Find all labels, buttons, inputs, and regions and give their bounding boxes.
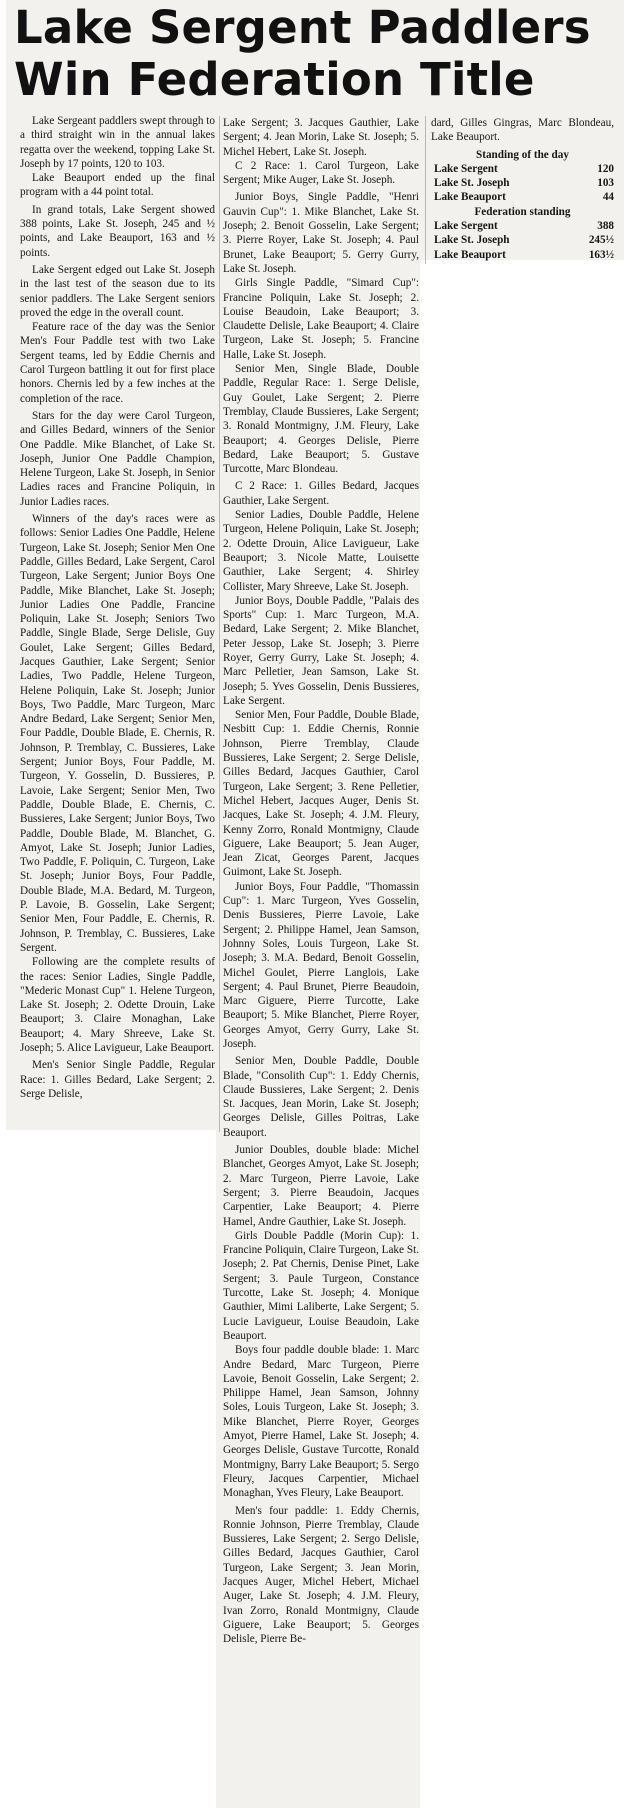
paragraph: In grand totals, Lake Sergent showed 388 points, Lake St. Joseph, 245 and ½ points, and Lake Beauport, 163 and ½ points. — [20, 203, 215, 259]
paragraph: Junior Doubles, double blade: Michel Blanchet, Georges Amyot, Lake St. Joseph; 2. Marc Turgeon, Pierre Lavoie, Lake Sergent; 3. Pierre Beaudoin, Jacques Carpentier, Lake Beauport; 4. Pierre Hamel, Andre Gauthier, Lake St. Joseph. — [223, 1144, 419, 1228]
column-rule — [425, 116, 426, 264]
standings-row — [431, 176, 614, 190]
standings-heading: Federation standing — [474, 205, 571, 218]
paragraph: Girls Double Paddle (Morin Cup): 1. Francine Poliquin, Claire Turgeon, Lake St. Joseph; 2. Pat Chernis, Denise Pinet, Lake Sergent; 3. Paule Turgeon, Constance Turcotte, Lake St. Joseph; 4. Monique Gauthier, Mimi Laliberte, Lake Sergent; 5. Lucie Lavigueur, Louise Beaudoin, Lake Beauport. — [223, 1229, 419, 1342]
standings-row — [431, 162, 614, 176]
paragraph: C 2 Race: 1. Carol Turgeon, Lake Sergent; Mike Auger, Lake St. Joseph. — [223, 159, 419, 187]
column-rule — [219, 116, 220, 1132]
paragraph: Boys four paddle double blade: 1. Marc Andre Bedard, Marc Turgeon, Pierre Lavoie, Benoit Gosselin, Lake Sergent; 2. Philippe Hamel, Jean Samson, Johnny Soles, Louis Turgeon, Lake St. Joseph; 3. Mike Blanchet, Pierre Royer, Georges Amyot, Pierre Hamel, Lake St. Joseph; 4. Georges Delisle, Gustave Turcotte, Ronald Montmigny, Barry Lake Beauport; 5. Sergo Fleury, Jacques Carpentier, Michael Monaghan, Yves Fleury, Lake Beauport. — [223, 1344, 419, 1500]
paragraph: Junior Boys, Double Paddle, "Palais des Sports" Cup: 1. Marc Turgeon, M.A. Bedard, Lake Sergent; 2. Mike Blanchet, Peter Jessop, Lake St. Joseph; 3. Pierre Royer, Gerry Gurry, Lake St. Joseph; 4. Marc Pelletier, Jean Samson, Lake St. Joseph; 5. Yves Gosselin, Denis Bussieres, Lake Sergent. — [223, 594, 419, 707]
standings-row — [431, 219, 614, 233]
team-points: 245½ — [588, 234, 614, 247]
standings-row — [431, 233, 614, 247]
article-column-1 — [20, 114, 215, 1101]
paragraph: Stars for the day were Carol Turgeon, and Gilles Bedard, winners of the Senior One Paddle. Mike Blanchet, of Lake St. Joseph, Junior One Paddle Champion, Helene Turgeon, Lake St. Joseph, in Senior Ladies races and Francine Poliquin, in Junior Ladies races. — [20, 409, 215, 508]
paragraph: Following are the complete results of the races: Senior Ladies, Single Paddle, "Mederic Monast Cup" 1. Helene Turgeon, Lake St. Joseph; 2. Odette Drouin, Lake Beauport; 3. Claire Monaghan, Lake Beauport; 4. Mary Shreeve, Lake St. Joseph; 5. Alice Lavigueur, Lake Beauport. — [20, 956, 215, 1054]
article-column-2 — [223, 116, 419, 1646]
paragraph: Senior Men, Single Blade, Double Paddle, Regular Race: 1. Serge Delisle, Guy Goulet, Lake Sergent; 2. Pierre Tremblay, Claude Bussieres, Lake Sergent; 3. Ronald Montmigny, J.M. Fleury, Lake Beauport; 4. Georges Delisle, Pierre Bedard, Lake Beauport; 5. Gustave Turcotte, Marc Blondeau. — [223, 363, 419, 476]
paragraph: Senior Ladies, Double Paddle, Helene Turgeon, Helene Poliquin, Lake St. Joseph; 2. Odette Drouin, Alice Lavigueur, Lake Beauport; 3. Nicole Matte, Louisette Gauthier, Lake Sergent; 4. Shirley Collister, Mary Shreeve, Lake St. Joseph. — [223, 509, 419, 593]
paragraph: Junior Boys, Single Paddle, "Henri Gauvin Cup": 1. Mike Blanchet, Lake St. Joseph; 2. Benoit Gosselin, Lake Sergent; 3. Pierre Royer, Lake St. Joseph; 4. Paul Brunet, Lake Beauport; 5. Gerry Gurry, Lake St. Joseph. — [223, 191, 419, 275]
paragraph: Feature race of the day was the Senior Men's Four Paddle test with two Lake Sergent teams, led by Eddie Chernis and Carol Turgeon battling it out for first place honors. Chernis led by a few inches at the completion of the race. — [20, 321, 215, 405]
team-name: Lake Sergent — [434, 162, 498, 175]
paragraph: C 2 Race: 1. Gilles Bedard, Jacques Gauthier, Lake Sergent. — [223, 480, 419, 507]
paragraph: Lake Sergeant paddlers swept through to a third straight win in the annual lakes regatta over the weekend, topping Lake St. Joseph by 17 points, 120 to 103. — [20, 115, 215, 170]
standings-row — [431, 248, 614, 262]
team-name: Lake St. Joseph — [434, 234, 510, 247]
paragraph: Men's Senior Single Paddle, Regular Race: 1. Gilles Bedard, Lake Sergent; 2. Serge Delisle, — [20, 1059, 215, 1100]
team-name: Lake Beauport — [434, 191, 506, 204]
paragraph: Lake Sergent edged out Lake St. Joseph in the last test of the season due to its senior paddlers. The Lake Sergent seniors proved the edge in the overall count. — [20, 263, 215, 319]
paragraph: dard, Gilles Gingras, Marc Blondeau, Lake Beauport. — [431, 117, 614, 144]
paragraph: Senior Men, Double Paddle, Double Blade, "Consolith Cup": 1. Eddy Chernis, Claude Bussieres, Lake Sergent; 2. Denis St. Jacques, Jean Morin, Lake St. Joseph; Georges Delisle, Gilles Poitras, Lake Beauport. — [223, 1055, 419, 1139]
standings-row — [431, 190, 614, 204]
paragraph: Girls Single Paddle, "Simard Cup": Francine Poliquin, Lake St. Joseph; 2. Louise Beaudoin, Lake Beauport; 3. Claudette Delisle, Lake Beauport; 4. Claire Turgeon, Lake St. Joseph; 5. Francine Halle, Lake St. Joseph. — [223, 277, 419, 361]
page-margin-right — [420, 260, 624, 1808]
standings-table — [431, 148, 614, 262]
headline — [14, 2, 614, 106]
team-name: Lake Sergent — [434, 220, 498, 233]
paragraph: Winners of the day's races were as follows: Senior Ladies One Paddle, Helene Turgeon, Lake St. Joseph; Senior Men One Paddle, Gilles Bedard, Lake Sergent, Carol Turgeon, Lake Sergent; Junior Boys One Paddle, Mike Blanchet, Lake St. Joseph; Junior Ladies One Paddle, Francine Poliquin, Lake St. Joseph; Seniors Two Paddle, Single Blade, Serge Delisle, Guy Goulet, Lake Sergent; Gilles Bedard, Jacques Gauthier, Lake Sergent; Senior Ladies, Two Paddle, Helene Turgeon, Helene Poliquin, Lake St. Joseph; Junior Boys, Two Paddle, Marc Turgeon, Marc Andre Bedard, Lake Sergent; Senior Men, Four Paddle, Double Blade, E. Chernis, R. Johnson, P. Tremblay, C. Bussieres, Lake Sergent; Junior Boys, Four Paddle, M. Turgeon, Y. Gosselin, D. Bussieres, P. Lavoie, Lake Sergent; Senior Men, Two Paddle, Double Blade, E. Chernis, C. Bussieres, Lake Sergent; Junior Boys, Two Paddle, Double Blade, M. Blanchet, G. Amyot, Lake St. Joseph; Junior Ladies, Two Paddle, F. Poliquin, C. Turgeon, Lake St. Joseph; Junior Boys, Four Paddle, Double Blade, M.A. Bedard, M. Turgeon, P. Lavoie, B. Gosselin, Lake Sergent; Senior Men, Four Paddle, E. Chernis, R. Johnson, P. Tremblay, C. Bussieres, Lake Sergent. — [20, 513, 215, 954]
paragraph: Men's four paddle: 1. Eddy Chernis, Ronnie Johnson, Pierre Tremblay, Claude Bussieres, Lake Sergent; 2. Sergo Delisle, Gilles Bedard, Jacques Gauthier, Carol Turgeon, Lake Sergent; 3. Jean Morin, Jacques Auger, Michel Hebert, Michael Auger, Lake St. Joseph; 4. J.M. Fleury, Ivan Zorro, Ronald Montmigny, Claude Giguere, Lake Beauport; 5. Georges Delisle, Pierre Be- — [223, 1504, 419, 1646]
article-column-3 — [431, 116, 614, 262]
team-points: 388 — [597, 220, 614, 233]
team-points: 163½ — [588, 248, 614, 261]
team-name: Lake Beauport — [434, 248, 506, 261]
paragraph: Senior Men, Four Paddle, Double Blade, Nesbitt Cup: 1. Eddie Chernis, Ronnie Johnson, Pierre Tremblay, Claude Bussieres, Lake Sergent; 2. Serge Delisle, Gilles Bedard, Jacques Gauthier, Carol Turgeon, Lake Sergent; 3. Rene Pelletier, Michel Hebert, Jacques Auger, Denis St. Jacques, Lake St. Joseph; 4. J.M. Fleury, Kenny Zorro, Ronald Montmigny, Claude Giguere, Lake Beauport; 5. Jean Auger, Jean Zicat, Georges Parent, Jacques Guimont, Lake St. Joseph. — [223, 709, 419, 879]
team-points: 44 — [602, 191, 614, 204]
page-margin-left — [6, 1130, 216, 1808]
paragraph: Junior Boys, Four Paddle, "Thomassin Cup": 1. Marc Turgeon, Yves Gosselin, Denis Bussieres, Pierre Lavoie, Lake Sergent; 2. Philippe Hamel, Jean Samson, Johnny Soles, Louis Turgeon, Lake St. Joseph; 3. M.A. Bedard, Benoit Gosselin, Michel Goulet, Pierre Langlois, Lake Sergent; 4. Paul Brunet, Pierre Beaudoin, Marc Giguere, Pierre Turcotte, Lake Beauport; 5. Mike Blanchet, Pierre Royer, Georges Amyot, Gerry Gurry, Lake St. Joseph. — [223, 880, 419, 1050]
team-points: 103 — [597, 177, 614, 190]
team-name: Lake St. Joseph — [434, 177, 510, 190]
headline-line-1: Lake Sergent Paddlers — [14, 1, 591, 54]
team-points: 120 — [597, 162, 614, 175]
paragraph: Lake Sergent; 3. Jacques Gauthier, Lake Sergent; 4. Jean Morin, Lake St. Joseph; 5. Michel Hebert, Lake St. Joseph. — [223, 117, 419, 158]
headline-line-2: Win Federation Title — [14, 53, 535, 106]
paragraph: Lake Beauport ended up the final program with a 44 point total. — [20, 172, 215, 199]
standings-heading: Standing of the day — [476, 148, 569, 161]
